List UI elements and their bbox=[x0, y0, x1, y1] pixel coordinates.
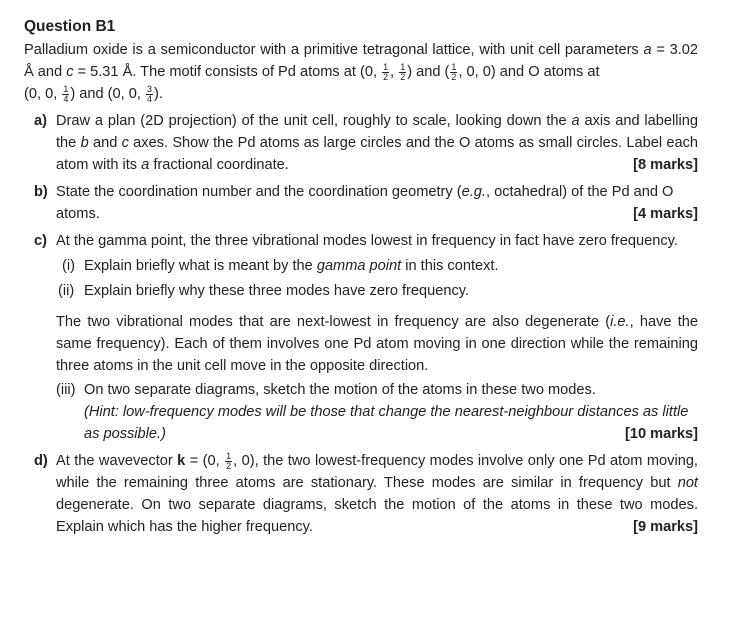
question-d: d) At the wavevector k = (0, $\frac{1}{2}$ , 0), the two lowest-frequency modes involve only one Pd atom moving, while the remaining three atoms are stationary. These modes are similar in frequency but not degenerate. On two separate diagrams, sketch the motion of the atoms in these two modes. Explain which has the higher frequency. [9 marks] bbox=[24, 450, 698, 538]
question-a: a) Draw a plan (2D projection) of the unit cell, roughly to scale, looking down the a axis and labelling the b and c axes. Show the Pd atoms as large circles and the O atoms as small circles. Label each atom with its a fractional coordinate. [8 marks] bbox=[24, 110, 698, 176]
question-page bbox=[24, 16, 698, 538]
question-b: b) State the coordination number and the coordination geometry (e.g., octahedral) of the Pd and O atoms. [4 marks] bbox=[24, 181, 698, 225]
question-c: c) At the gamma point, the three vibrational modes lowest in frequency in fact have zero frequency. (i) Explain briefly what is meant by the gamma point in this context. (ii) Explain briefly why these three modes have zero frequency. The two vibrational modes that are next-lowest in frequency are also degenerate (i.e., have the same frequency). Each of them involves one Pd atom moving in one direction while the remaining three atoms in the unit cell move in the opposite direction. (iii) On two separate diagrams, sketch the motion of the atoms in these two modes. (Hint: low-frequency modes will be those that change the nearest-neighbour distances as little as possible.) [10 marks] bbox=[24, 230, 698, 445]
question-title: Question B1 bbox=[24, 18, 116, 35]
question-c-paragraph: The two vibrational modes that are next-lowest in frequency are also degenerate (i.e., have the same frequency). Each of them involves one Pd atom moving in one direction while the remaining three atoms in the unit cell move in the opposite direction. bbox=[56, 314, 698, 374]
question-b-label: b) bbox=[34, 184, 48, 200]
fraction-half: $\frac{1}{2}$ bbox=[383, 62, 389, 82]
fraction-half: $\frac{1}{2}$ bbox=[400, 62, 406, 82]
fraction-three-quarter: $\frac{3}{4}$ bbox=[146, 84, 152, 104]
marks-badge: [10 marks] bbox=[624, 426, 698, 442]
fraction-half: $\frac{1}{2}$ bbox=[451, 62, 457, 82]
question-c-ii: (ii) Explain briefly why these three modes have zero frequency. bbox=[58, 283, 470, 299]
question-d-label: d) bbox=[34, 453, 48, 469]
question-c-iii: (iii) On two separate diagrams, sketch the motion of the atoms in these two modes. bbox=[56, 382, 596, 398]
question-c-i: (i) Explain briefly what is meant by the gamma point in this context. bbox=[62, 258, 499, 274]
question-a-label: a) bbox=[34, 113, 47, 129]
fraction-quarter: $\frac{1}{4}$ bbox=[63, 84, 69, 104]
marks-badge: [8 marks] bbox=[633, 157, 698, 173]
question-c-label: c) bbox=[34, 233, 47, 249]
fraction-half: $\frac{1}{2}$ bbox=[226, 451, 232, 471]
intro-paragraph: Palladium oxide is a semiconductor with a primitive tetragonal lattice, with unit cell parameters a = 3.02 Å and c = 5.31 Å. The motif consists of Pd atoms at (0, $\frac{1}{2}$ , $\frac{1}{2}$ ) and ( $\frac{1}{2}$ , 0, 0) and O atoms at (0, 0, $\frac{1}{4}$ ) and (0, 0, $\frac{3}{4}$ ). bbox=[24, 42, 698, 104]
marks-badge: [4 marks] bbox=[633, 206, 698, 222]
hint-text: (Hint: low-frequency modes will be those that change the nearest-neighbour distances as little as possible.) [10 marks] bbox=[56, 401, 698, 445]
marks-badge: [9 marks] bbox=[633, 519, 698, 535]
